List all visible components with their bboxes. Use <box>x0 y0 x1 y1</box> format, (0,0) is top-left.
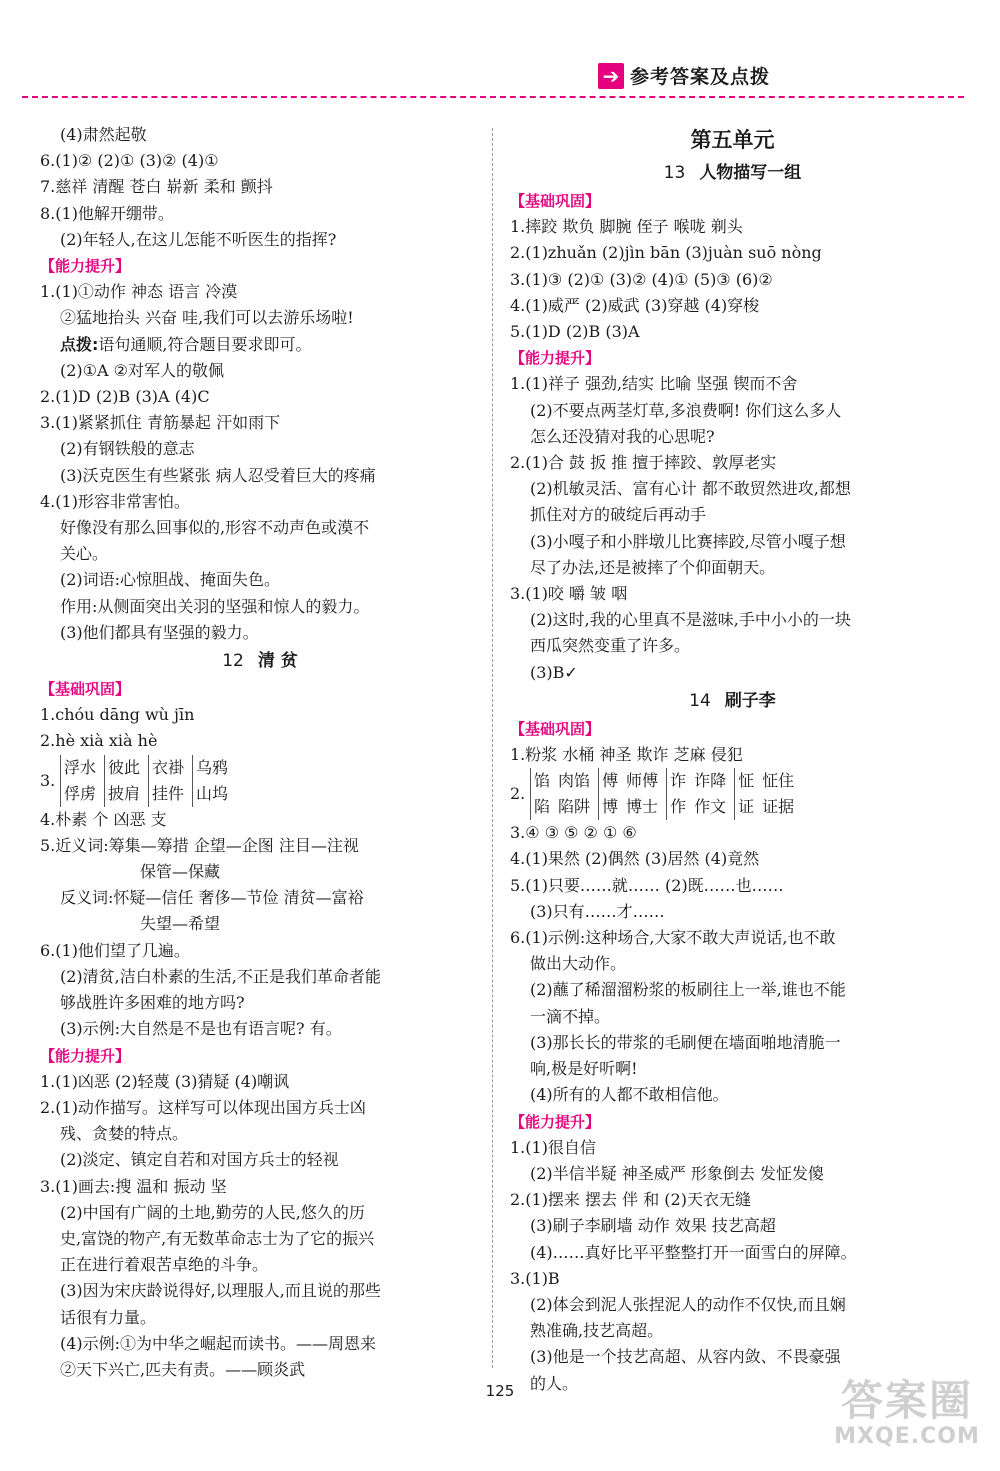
unit-title: 第五单元 <box>690 128 775 152</box>
word-cell: 怔 <box>735 768 763 794</box>
page-header <box>598 62 770 89</box>
answer-line: 做出大动作。 <box>530 954 627 974</box>
answer-line: 失望—希望 <box>140 914 221 934</box>
answer-line: 4.朴素 个 凶恶 支 <box>40 809 167 829</box>
word-cell: 挂件 <box>149 781 193 807</box>
answer-line: 关心。 <box>60 544 109 564</box>
word-cell: 诈 <box>667 768 695 794</box>
answer-line: 3.(1)画去:搜 温和 振动 坚 <box>40 1176 227 1196</box>
answer-line: (4)肃然起敬 <box>60 125 147 144</box>
answer-line: 3.(1)B <box>510 1268 560 1288</box>
lesson-number: 14 <box>689 690 711 711</box>
answer-line: (3)只有……才…… <box>530 901 665 921</box>
answer-line: 3.④ ③ ⑤ ② ① ⑥ <box>510 823 637 843</box>
section-tag: 【基础巩固】 <box>40 680 131 699</box>
word-cell: 肉馅 <box>558 771 591 791</box>
answer-line: 尽了办法,还是被摔了个仰面朝天。 <box>530 557 776 577</box>
section-tag: 【能力提升】 <box>510 349 601 368</box>
answer-line: 1.(1)很自信 <box>510 1137 596 1157</box>
question-number: 3. <box>40 770 56 790</box>
answer-line: 3.(1)紧紧抓住 青筋暴起 汗如雨下 <box>40 413 281 433</box>
word-cell: 俘虏 <box>61 781 105 807</box>
header-title: 参考答案及点拨 <box>629 66 770 88</box>
answer-line: 5.(1)D (2)B (3)A <box>510 322 640 342</box>
answer-line: 话很有力量。 <box>60 1307 157 1327</box>
answer-line: (2)清贫,洁白朴素的生活,不正是我们革命者能 <box>60 966 381 986</box>
word-cell: 披肩 <box>105 781 149 807</box>
answer-line: (2)半信半疑 神圣威严 形象倒去 发怔发傻 <box>530 1163 824 1183</box>
answer-line: 7.慈祥 清醒 苍白 崭新 柔和 颤抖 <box>40 177 273 197</box>
word-cell: 证 <box>735 794 763 820</box>
word-cell: 乌鸦 <box>193 755 237 781</box>
answer-line: (3)小嘎子和小胖墩儿比赛摔跤,尽管小嘎子想 <box>530 531 846 551</box>
answer-line: 4.(1)形容非常害怕。 <box>40 491 190 511</box>
answer-line: (2)中国有广阔的土地,勤劳的人民,悠久的历 <box>60 1202 365 1222</box>
question-number: 2. <box>510 784 526 804</box>
word-cell: 彼此 <box>105 755 149 781</box>
word-cell: 博士 <box>626 797 659 817</box>
answer-line: 1.chóu dāng wù jīn <box>40 705 195 725</box>
right-column <box>510 122 955 1397</box>
lesson-number: 13 <box>663 163 686 183</box>
answer-line: 5.(1)只要……就…… (2)既……也…… <box>510 875 784 895</box>
word-cell: 怔住 <box>762 771 795 791</box>
word-cell: 博 <box>599 794 627 820</box>
lesson-name: 清 贫 <box>257 651 298 672</box>
answer-line: (2)年轻人,在这儿怎能不听医生的指挥? <box>60 229 337 249</box>
word-cell: 作文 <box>694 797 727 817</box>
answer-line: (4)所有的人都不敢相信他。 <box>530 1085 729 1105</box>
hint-text: 语句通顺,符合题目要求即可。 <box>98 334 312 354</box>
column-divider <box>492 128 493 1368</box>
answer-line: 一滴不掉。 <box>530 1006 611 1026</box>
answer-line: (3)沃克医生有些紧张 病人忍受着巨大的疼痛 <box>60 465 376 485</box>
section-tag: 【能力提升】 <box>510 1112 601 1131</box>
watermark-url: MXQE.COM <box>834 1424 980 1449</box>
answer-line: (2)不要点两茎灯草,多浪费啊! 你们这么多人 <box>530 400 842 420</box>
lesson-number: 12 <box>222 651 244 672</box>
answer-line: 3.(1)③ (2)① (3)② (4)① (5)③ (6)② <box>510 269 773 289</box>
answer-line: 响,极是好听啊! <box>530 1059 638 1079</box>
answer-line: 1.摔跤 欺负 脚腕 侄子 喉咙 剃头 <box>510 217 743 237</box>
answer-line: (4)……真好比平平整整打开一面雪白的屏障。 <box>530 1242 857 1262</box>
word-grid <box>510 768 955 820</box>
word-cell: 山坞 <box>193 781 237 807</box>
answer-line: 6.(1)示例:这种场合,大家不敢大声说话,也不敢 <box>510 928 836 948</box>
section-tag: 【能力提升】 <box>40 257 131 276</box>
answer-line: 反义词:怀疑—信任 奢侈—节俭 清贫—富裕 <box>60 888 364 908</box>
answer-line: (3)示例:大自然是不是也有语言呢? 有。 <box>60 1019 342 1039</box>
answer-line: 2.(1)zhuǎn (2)jìn bān (3)juàn suō nòng <box>510 243 822 263</box>
answer-line: 6.(1)② (2)① (3)② (4)① <box>40 151 219 171</box>
answer-line: 够战胜许多困难的地方吗? <box>60 993 245 1013</box>
answer-line: (3)B✓ <box>530 662 578 682</box>
header-divider <box>22 96 964 98</box>
watermark-text: 答案圈 <box>840 1376 973 1425</box>
answer-line: (3)刷子李刷墙 动作 效果 技艺高超 <box>530 1216 776 1236</box>
lesson-name: 人物描写一组 <box>699 163 802 183</box>
answer-line: 的人。 <box>530 1373 579 1393</box>
section-tag: 【基础巩固】 <box>510 192 601 210</box>
hint-line <box>40 332 480 358</box>
lesson-name: 刷子李 <box>724 690 776 711</box>
answer-line: (2)蘸了稀溜溜粉浆的板刷往上一举,谁也不能 <box>530 980 846 1000</box>
answer-line: 抓住对方的破绽后再动手 <box>530 505 707 525</box>
page-number: 125 <box>485 1382 515 1400</box>
answer-line: (2)体会到泥人张捏泥人的动作不仅快,而且娴 <box>530 1294 846 1314</box>
answer-line: (3)他们都具有坚强的毅力。 <box>60 622 259 642</box>
answer-line: (2)词语:心惊胆战、掩面失色。 <box>60 570 281 590</box>
lesson-title <box>40 646 480 676</box>
lesson-title <box>510 686 955 716</box>
word-grid <box>40 755 480 807</box>
word-cell: 浮水 <box>61 755 105 781</box>
answer-line: (2)这时,我的心里真不是滋味,手中小小的一块 <box>530 610 851 630</box>
answer-line: 2.(1)D (2)B (3)A (4)C <box>40 387 210 407</box>
hint-label: 点拨: <box>60 334 99 354</box>
answer-line: 熟准确,技艺高超。 <box>530 1321 664 1341</box>
answer-line: ②天下兴亡,匹夫有责。——顾炎武 <box>60 1359 306 1379</box>
answer-line: 3.(1)咬 嚼 皱 咽 <box>510 584 628 604</box>
answer-line: 保管—保藏 <box>140 862 221 882</box>
word-cell: 傅 <box>599 768 627 794</box>
word-table <box>530 768 803 820</box>
answer-line: (2)机敏灵活、富有心计 都不敢贸然进攻,都想 <box>530 479 851 499</box>
word-cell: 陷阱 <box>558 797 591 817</box>
answer-line: 4.(1)威严 (2)威武 (3)穿越 (4)穿梭 <box>510 295 760 315</box>
answer-line: 2.(1)合 鼓 扳 推 擅于摔跤、敦厚老实 <box>510 453 777 473</box>
answer-line: ②猛地抬头 兴奋 哇,我们可以去游乐场啦! <box>60 308 354 328</box>
word-cell: 陷 <box>531 794 559 820</box>
answer-line: 怎么还没猜对我的心思呢? <box>530 426 715 446</box>
word-cell: 师傅 <box>626 771 659 791</box>
answer-line: (3)那长长的带浆的毛刷便在墙面啪地清脆一 <box>530 1032 841 1052</box>
watermark-logo <box>832 1378 982 1449</box>
word-cell: 证据 <box>762 797 795 817</box>
word-cell: 衣褂 <box>149 755 193 781</box>
answer-line: 西瓜突然变重了许多。 <box>530 636 691 656</box>
answer-line: 作用:从侧面突出关羽的坚强和惊人的毅力。 <box>60 596 370 616</box>
lesson-title <box>510 158 955 188</box>
answer-line: 好像没有那么回事似的,形容不动声色或漠不 <box>60 518 370 538</box>
answer-line: (4)示例:①为中华之崛起而读书。——周恩来 <box>60 1333 377 1353</box>
word-table <box>60 755 236 807</box>
answer-line: (2)有钢铁般的意志 <box>60 439 195 459</box>
answer-line: (2)淡定、镇定自若和对国方兵士的轻视 <box>60 1150 339 1170</box>
answer-line: (3)因为宋庆龄说得好,以理服人,而且说的那些 <box>60 1281 381 1301</box>
answer-line: 史,富饶的物产,有无数革命志士为了它的振兴 <box>60 1228 375 1248</box>
answer-line: 4.(1)果然 (2)偶然 (3)居然 (4)竟然 <box>510 849 760 869</box>
answer-line: 2.(1)摆来 摆去 伴 和 (2)天衣无缝 <box>510 1190 751 1210</box>
answer-line: 1.(1)①动作 神态 语言 冷漠 <box>40 282 238 302</box>
answer-line: 1.(1)凶恶 (2)轻蔑 (3)猜疑 (4)嘲讽 <box>40 1071 290 1091</box>
section-tag: 【能力提升】 <box>40 1046 131 1065</box>
left-column <box>40 122 480 1383</box>
arrow-right-icon: ➔ <box>598 63 624 89</box>
answer-line: (3)他是一个技艺高超、从容内敛、不畏豪强 <box>530 1347 841 1367</box>
answer-line: 残、贪婪的特点。 <box>60 1124 189 1144</box>
answer-line: 2.hè xià xià hè <box>40 731 158 751</box>
answer-line: 5.近义词:筹集—筹措 企望—企图 注目—注视 <box>40 835 359 855</box>
section-tag: 【基础巩固】 <box>510 719 601 738</box>
answer-line: 6.(1)他们望了几遍。 <box>40 940 190 960</box>
answer-line: 2.(1)动作描写。这样写可以体现出国方兵士凶 <box>40 1097 366 1117</box>
word-cell: 诈降 <box>694 771 727 791</box>
answer-line: 正在进行着艰苦卓绝的斗争。 <box>60 1255 269 1275</box>
word-cell: 馅 <box>531 768 559 794</box>
word-cell: 作 <box>667 794 695 820</box>
answer-line: 8.(1)他解开绷带。 <box>40 203 174 223</box>
answer-line: 1.粉浆 水桶 神圣 欺诈 芝麻 侵犯 <box>510 745 743 765</box>
answer-line: (2)①A ②对军人的敬佩 <box>60 360 224 380</box>
answer-line: 1.(1)祥子 强劲,结实 比喻 坚强 锲而不舍 <box>510 374 798 394</box>
